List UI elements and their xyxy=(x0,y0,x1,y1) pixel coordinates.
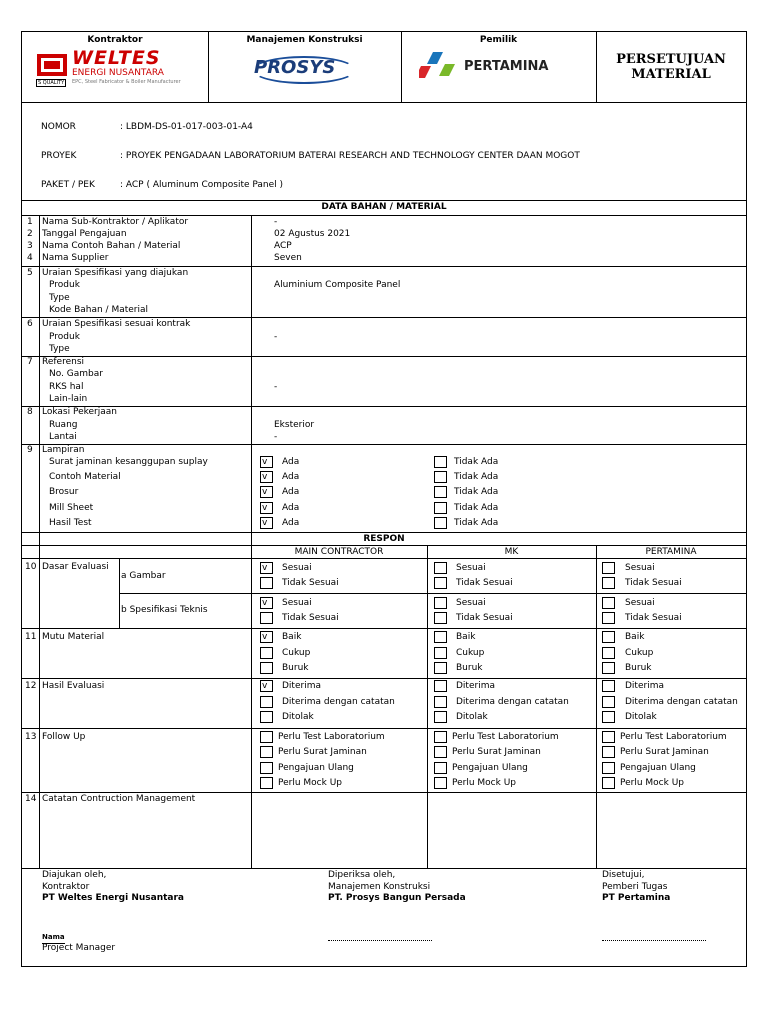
option-label: Diterima dengan catatan xyxy=(282,697,395,707)
ditolak-checkbox[interactable] xyxy=(434,711,447,723)
sig-left-line1: Diajukan oleh, xyxy=(42,870,107,880)
option-label: Baik xyxy=(456,632,476,642)
baik-checkbox[interactable] xyxy=(434,631,447,643)
sig-right-line2: Pemberi Tugas xyxy=(602,882,668,892)
perlu-test-checkbox[interactable] xyxy=(434,731,447,743)
option-label: Perlu Mock Up xyxy=(452,778,517,788)
mock-up-checkbox[interactable] xyxy=(260,777,273,789)
lampiran-item: Hasil Test xyxy=(49,518,92,528)
row-sub: Type xyxy=(49,344,70,354)
sig-right-line xyxy=(602,940,706,941)
option-label: Diterima xyxy=(456,681,495,691)
lampiran-item: Mill Sheet xyxy=(49,503,94,513)
data-section-title: DATA BAHAN / MATERIAL xyxy=(321,202,447,212)
option-label: Baik xyxy=(625,632,645,642)
pertamina-logo xyxy=(419,50,579,86)
lampiran-item: Brosur xyxy=(49,487,79,497)
tidak-sesuai-checkbox[interactable] xyxy=(260,612,273,624)
paket-label: PAKET / PEK xyxy=(41,180,95,190)
row-no: 9 xyxy=(27,445,33,455)
divider xyxy=(22,102,746,103)
row-sub: Produk xyxy=(49,332,80,342)
option-label: Tidak Sesuai xyxy=(456,578,513,588)
approval-form xyxy=(21,31,747,967)
ada-label: Ada xyxy=(282,518,300,528)
proyek-label: PROYEK xyxy=(41,151,77,161)
option-label: Diterima dengan catatan xyxy=(456,697,569,707)
perlu-test-checkbox[interactable] xyxy=(602,731,615,743)
row-sub: Produk xyxy=(49,280,80,290)
form-title-line1: PERSETUJUAN xyxy=(616,52,726,67)
ada-checkbox[interactable]: v xyxy=(260,456,273,468)
pertamina-icon xyxy=(419,50,459,84)
ada-checkbox[interactable]: v xyxy=(260,517,273,529)
perlu-jaminan-checkbox[interactable] xyxy=(434,746,447,758)
row-value: Aluminium Composite Panel xyxy=(274,280,401,290)
weltes-emblem-icon xyxy=(37,54,67,76)
option-label: Sesuai xyxy=(456,563,486,573)
col-mk-header: MK xyxy=(504,547,519,557)
sesuai-checkbox[interactable] xyxy=(602,597,615,609)
nomor-label: NOMOR xyxy=(41,122,76,132)
ada-label: Ada xyxy=(282,457,300,467)
pemilik-label: Pemilik xyxy=(479,35,518,45)
row-no: 2 xyxy=(27,229,33,239)
row-no: 14 xyxy=(25,794,37,804)
row-sub: Kode Bahan / Material xyxy=(49,305,148,315)
divider xyxy=(22,200,746,201)
row-value: - xyxy=(274,332,278,342)
row-value: - xyxy=(274,217,278,227)
pengajuan-ulang-checkbox[interactable] xyxy=(434,762,447,774)
col-pertamina-header: PERTAMINA xyxy=(645,547,697,557)
perlu-jaminan-checkbox[interactable] xyxy=(260,746,273,758)
option-label: Perlu Mock Up xyxy=(278,778,343,788)
tidak-ada-label: Tidak Ada xyxy=(454,503,499,513)
row-label: Lokasi Pekerjaan xyxy=(42,407,117,417)
mk-label: Manajemen Konstruksi xyxy=(246,35,363,45)
option-label: Diterima dengan catatan xyxy=(625,697,738,707)
ditolak-checkbox[interactable] xyxy=(602,711,615,723)
sesuai-checkbox[interactable] xyxy=(602,562,615,574)
sig-left-line2: Kontraktor xyxy=(42,882,90,892)
sig-right-line1: Disetujui, xyxy=(602,870,645,880)
weltes-sub: ENERGI NUSANTARA xyxy=(72,68,164,78)
ada-label: Ada xyxy=(282,503,300,513)
option-label: Perlu Surat Jaminan xyxy=(452,747,541,757)
col-main-header: MAIN CONTRACTOR xyxy=(294,547,384,557)
row-no: 3 xyxy=(27,241,33,251)
option-label: Perlu Test Laboratorium xyxy=(452,732,559,742)
tidak-sesuai-checkbox[interactable] xyxy=(434,577,447,589)
col-value-line xyxy=(251,215,252,545)
row-sub: a Gambar xyxy=(121,571,166,581)
respon-title: RESPON xyxy=(363,534,405,544)
tidak-ada-checkbox[interactable] xyxy=(434,471,447,483)
row-sub: Ruang xyxy=(49,420,78,430)
option-label: Sesuai xyxy=(282,563,312,573)
pengajuan-ulang-checkbox[interactable] xyxy=(602,762,615,774)
paket-value: : ACP ( Aluminum Composite Panel ) xyxy=(120,180,284,190)
sig-left-name: Nama xyxy=(42,932,65,944)
row-label: Tanggal Pengajuan xyxy=(42,229,127,239)
row-no: 5 xyxy=(27,268,33,278)
diterima-checkbox[interactable] xyxy=(434,680,447,692)
pengajuan-ulang-checkbox[interactable] xyxy=(260,762,273,774)
row-label: Nama Sub-Kontraktor / Aplikator xyxy=(42,217,189,227)
weltes-name: WELTES xyxy=(72,47,161,69)
option-label: Buruk xyxy=(282,663,309,673)
lampiran-item: Surat jaminan kesanggupan suplay xyxy=(49,457,208,467)
tidak-ada-label: Tidak Ada xyxy=(454,518,499,528)
tidak-ada-checkbox[interactable] xyxy=(434,517,447,529)
sig-left-company: PT Weltes Energi Nusantara xyxy=(42,893,184,903)
weltes-logo xyxy=(34,47,194,98)
ada-checkbox[interactable]: v xyxy=(260,486,273,498)
option-label: Tidak Sesuai xyxy=(625,613,682,623)
option-label: Diterima xyxy=(282,681,321,691)
row-value: - xyxy=(274,432,278,442)
row-label: Follow Up xyxy=(42,732,86,742)
row-label: Hasil Evaluasi xyxy=(42,681,105,691)
row-label: Referensi xyxy=(42,357,85,367)
row-no: 13 xyxy=(25,732,37,742)
row-no: 4 xyxy=(27,253,33,263)
sesuai-checkbox[interactable] xyxy=(434,562,447,574)
row-no: 1 xyxy=(27,217,33,227)
sesuai-checkbox[interactable] xyxy=(434,597,447,609)
row-value: 02 Agustus 2021 xyxy=(274,229,351,239)
buruk-checkbox[interactable] xyxy=(260,662,273,674)
diterima-checkbox[interactable] xyxy=(602,680,615,692)
mock-up-checkbox[interactable] xyxy=(602,777,615,789)
tidak-ada-label: Tidak Ada xyxy=(454,472,499,482)
proyek-value: : PROYEK PENGADAAN LABORATORIUM BATERAI RESEARCH AND TECHNOLOGY CENTER DAAN MOGOT xyxy=(120,151,580,161)
option-label: Perlu Surat Jaminan xyxy=(620,747,709,757)
option-label: Sesuai xyxy=(456,598,486,608)
cukup-checkbox[interactable] xyxy=(602,647,615,659)
option-label: Perlu Test Laboratorium xyxy=(278,732,385,742)
row-value: Eksterior xyxy=(274,420,315,430)
sig-mid-line2: Manajemen Konstruksi xyxy=(328,882,431,892)
tidak-ada-label: Tidak Ada xyxy=(454,457,499,467)
row-label: Nama Supplier xyxy=(42,253,109,263)
row-value: Seven xyxy=(274,253,302,263)
ada-label: Ada xyxy=(282,472,300,482)
sig-mid-company: PT. Prosys Bangun Persada xyxy=(328,893,466,903)
sig-mid-line xyxy=(328,940,432,941)
row-no: 6 xyxy=(27,319,33,329)
option-label: Ditolak xyxy=(282,712,314,722)
baik-checkbox[interactable]: v xyxy=(260,631,273,643)
baik-checkbox[interactable] xyxy=(602,631,615,643)
option-label: Tidak Sesuai xyxy=(456,613,513,623)
ada-checkbox[interactable]: v xyxy=(260,471,273,483)
diterima-catatan-checkbox[interactable] xyxy=(602,696,615,708)
tidak-ada-checkbox[interactable] xyxy=(434,486,447,498)
sesuai-checkbox[interactable]: v xyxy=(260,597,273,609)
row-no: 7 xyxy=(27,357,33,367)
form-title-line2: MATERIAL xyxy=(631,67,711,82)
option-label: Pengajuan Ulang xyxy=(278,763,354,773)
row-no: 11 xyxy=(25,632,37,642)
option-label: Ditolak xyxy=(625,712,657,722)
tidak-sesuai-checkbox[interactable] xyxy=(434,612,447,624)
row-sub: Type xyxy=(49,293,70,303)
row-label: Catatan Contruction Management xyxy=(42,794,196,804)
option-label: Cukup xyxy=(456,648,485,658)
option-label: Perlu Test Laboratorium xyxy=(620,732,727,742)
ada-checkbox[interactable]: v xyxy=(260,502,273,514)
tidak-ada-label: Tidak Ada xyxy=(454,487,499,497)
row-value: - xyxy=(274,382,278,392)
row-sub: No. Gambar xyxy=(49,369,103,379)
cukup-checkbox[interactable] xyxy=(260,647,273,659)
option-label: Cukup xyxy=(625,648,654,658)
mock-up-checkbox[interactable] xyxy=(434,777,447,789)
option-label: Tidak Sesuai xyxy=(625,578,682,588)
prosys-logo xyxy=(246,54,366,84)
buruk-checkbox[interactable] xyxy=(602,662,615,674)
row-label: Dasar Evaluasi xyxy=(42,562,109,572)
option-label: Perlu Surat Jaminan xyxy=(278,747,367,757)
sig-right-company: PT Pertamina xyxy=(602,893,671,903)
nomor-value: : LBDM-DS-01-017-003-01-A4 xyxy=(120,122,253,132)
row-label: Uraian Spesifikasi sesuai kontrak xyxy=(42,319,191,329)
option-label: Baik xyxy=(282,632,302,642)
option-label: Perlu Mock Up xyxy=(620,778,685,788)
col-no-line xyxy=(39,215,40,545)
prosys-name: PROSYS xyxy=(254,57,336,78)
sig-mid-line1: Diperiksa oleh, xyxy=(328,870,396,880)
sig-left-role: Project Manager xyxy=(42,943,116,953)
option-label: Buruk xyxy=(456,663,483,673)
row-sub: RKS hal xyxy=(49,382,84,392)
buruk-checkbox[interactable] xyxy=(434,662,447,674)
row-sub: Lantai xyxy=(49,432,77,442)
tidak-sesuai-checkbox[interactable] xyxy=(602,612,615,624)
row-no: 8 xyxy=(27,407,33,417)
lampiran-item: Contoh Material xyxy=(49,472,121,482)
option-label: Diterima xyxy=(625,681,664,691)
option-label: Sesuai xyxy=(625,598,655,608)
tidak-ada-checkbox[interactable] xyxy=(434,456,447,468)
catatan-field[interactable] xyxy=(40,806,745,866)
pertamina-name: PERTAMINA xyxy=(464,59,549,74)
row-label: Nama Contoh Bahan / Material xyxy=(42,241,181,251)
cukup-checkbox[interactable] xyxy=(434,647,447,659)
row-label: Lampiran xyxy=(42,445,85,455)
option-label: Pengajuan Ulang xyxy=(452,763,528,773)
option-label: Sesuai xyxy=(282,598,312,608)
row-no: 10 xyxy=(25,562,37,572)
kontraktor-label: Kontraktor xyxy=(87,35,143,45)
weltes-tag: EPC, Steel Fabricator & Boiler Manufacturer xyxy=(72,79,181,85)
option-label: Tidak Sesuai xyxy=(282,578,339,588)
row-no: 12 xyxy=(25,681,37,691)
row-value: ACP xyxy=(274,241,292,251)
option-label: Buruk xyxy=(625,663,652,673)
diterima-checkbox[interactable]: v xyxy=(260,680,273,692)
sesuai-checkbox[interactable]: v xyxy=(260,562,273,574)
diterima-catatan-checkbox[interactable] xyxy=(260,696,273,708)
ada-label: Ada xyxy=(282,487,300,497)
row-sub: Lain-lain xyxy=(49,394,88,404)
option-label: Pengajuan Ulang xyxy=(620,763,696,773)
row-label: Uraian Spesifikasi yang diajukan xyxy=(42,268,189,278)
diterima-catatan-checkbox[interactable] xyxy=(434,696,447,708)
perlu-test-checkbox[interactable] xyxy=(260,731,273,743)
squality-badge: S QUALITY xyxy=(38,80,65,86)
row-sub: b Spesifikasi Teknis xyxy=(121,605,208,615)
row-label: Mutu Material xyxy=(42,632,105,642)
perlu-jaminan-checkbox[interactable] xyxy=(602,746,615,758)
tidak-sesuai-checkbox[interactable] xyxy=(602,577,615,589)
ditolak-checkbox[interactable] xyxy=(260,711,273,723)
option-label: Ditolak xyxy=(456,712,488,722)
tidak-ada-checkbox[interactable] xyxy=(434,502,447,514)
option-label: Cukup xyxy=(282,648,311,658)
tidak-sesuai-checkbox[interactable] xyxy=(260,577,273,589)
option-label: Sesuai xyxy=(625,563,655,573)
option-label: Tidak Sesuai xyxy=(282,613,339,623)
